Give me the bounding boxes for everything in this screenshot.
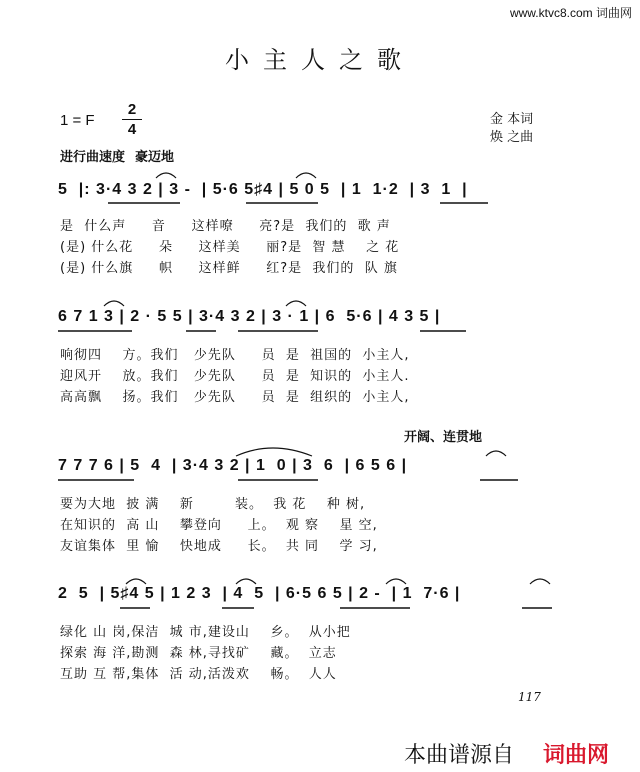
footer-site-logo: 词曲网 xyxy=(543,743,610,768)
slur-10 xyxy=(530,579,550,584)
lyric-line-4-verse-3: 互助 互 帮,集体 活 动,活泼欢 畅。 人人 xyxy=(60,667,337,682)
slur-5 xyxy=(236,448,312,456)
slur-9 xyxy=(386,579,406,584)
key-signature: 1 = F xyxy=(60,112,95,129)
composer-credit: 焕 之曲 xyxy=(490,130,534,145)
expression-marking: 开阔、连贯地 xyxy=(404,430,483,445)
lyric-line-2-verse-2: 迎风开 放。我们 少先队 员 是 知识的 小主人. xyxy=(60,369,410,384)
lyric-line-4-verse-2: 探索 海 洋,勘测 森 林,寻找矿 藏。 立志 xyxy=(60,646,337,661)
lyric-line-4-verse-1: 绿化 山 岗,保洁 城 市,建设山 乡。 从小把 xyxy=(60,625,351,640)
notation-line-2: 6 7 1 3 | 2 · 5 5 | 3·4 3 2 | 3 · 1 | 6 5·6 | 4 3 5 | xyxy=(58,308,441,325)
tempo-mood: 豪迈地 xyxy=(135,150,175,165)
site-watermark: www.ktvc8.com 词曲网 xyxy=(509,6,632,20)
lyric-line-1-verse-3: (是) 什么旗 帜 这样鲜 红?是 我们的 队 旗 xyxy=(60,261,398,276)
slur-2 xyxy=(296,173,316,178)
lyric-line-2-verse-3: 高高飘 扬。我们 少先队 员 是 组织的 小主人, xyxy=(60,390,410,405)
lyric-line-1-verse-1: 是 什么声 音 这样嘹 亮?是 我们的 歌 声 xyxy=(60,219,391,234)
song-title: 小主人之歌 xyxy=(225,46,415,74)
page-number: 117 xyxy=(518,690,541,704)
time-signature-top: 2 xyxy=(127,101,137,118)
slur-3 xyxy=(104,301,124,306)
slur-8 xyxy=(236,579,256,584)
footer-source-text: 本曲谱源自 xyxy=(404,743,515,768)
slur-1 xyxy=(156,173,176,178)
notation-line-3: 7 7 7 6 | 5 4 | 3·4 3 2 | 1 0 | 3 6 | 6 5 6 | xyxy=(58,457,408,474)
time-signature-bottom: 4 xyxy=(127,121,137,138)
lyric-line-1-verse-2: (是) 什么花 朵 这样美 丽?是 智 慧 之 花 xyxy=(60,240,400,255)
tempo-speed: 进行曲速度 xyxy=(60,150,126,165)
lyricist-credit: 金 本词 xyxy=(490,112,534,127)
notation-line-1: 5 |: 3·4 3 2 | 3 - | 5·6 5♯4 | 5 0 5 | 1 1·2 | 3 1 | xyxy=(58,181,468,198)
notation-line-4: 2 5 | 5♯4 5 | 1 2 3 | 4 5 | 6·5 6 5 | 2 - | 1 7·6 | xyxy=(58,585,461,602)
lyric-line-3-verse-3: 友谊集体 里 愉 快地成 长。 共 同 学 习, xyxy=(60,539,378,554)
slur-7 xyxy=(126,579,146,584)
lyric-line-3-verse-2: 在知识的 高 山 攀登向 上。 观 察 星 空, xyxy=(60,518,378,533)
lyric-line-3-verse-1: 要为大地 披 满 新 装。 我 花 种 树, xyxy=(60,497,366,512)
slur-6 xyxy=(486,451,506,456)
slur-4 xyxy=(286,301,306,306)
lyric-line-2-verse-1: 响彻四 方。我们 少先队 员 是 祖国的 小主人, xyxy=(60,348,410,363)
